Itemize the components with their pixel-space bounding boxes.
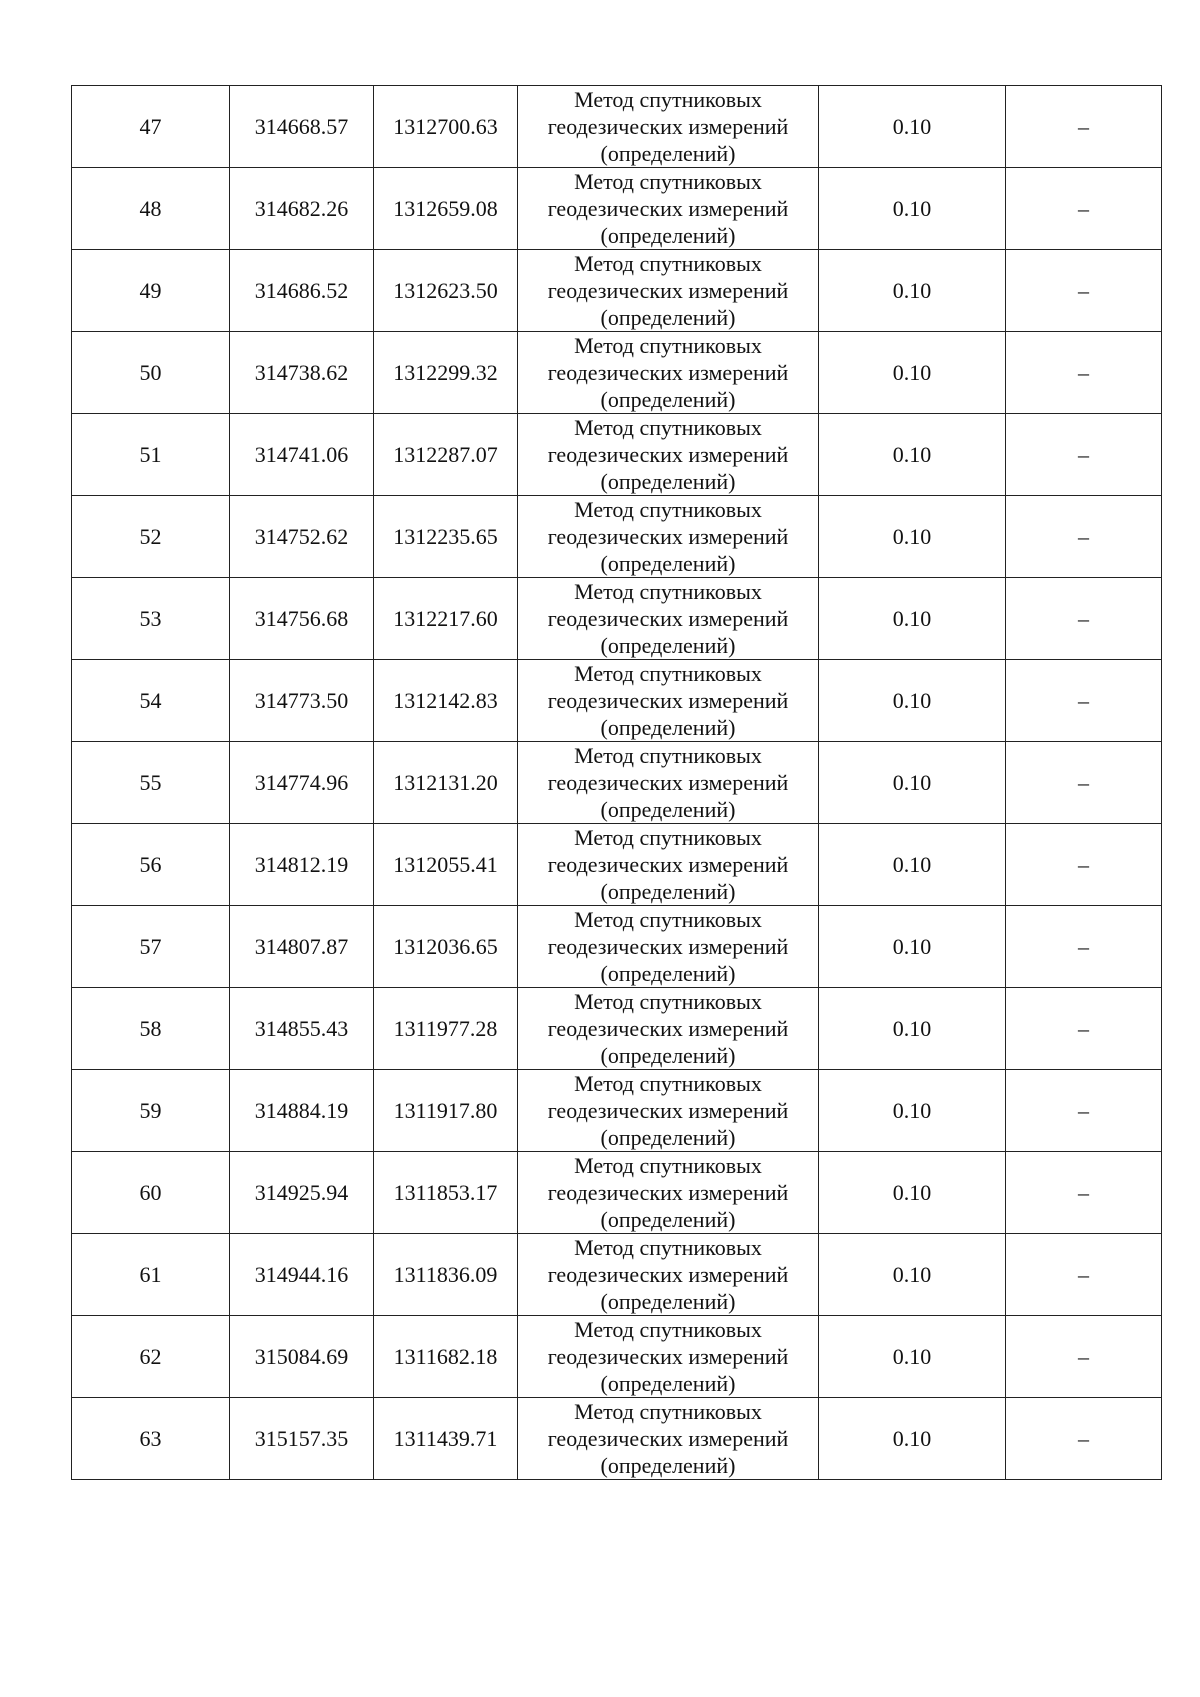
note-cell: – xyxy=(1006,332,1162,414)
x-coordinate-cell: 314812.19 xyxy=(230,824,374,906)
x-coordinate-cell: 314855.43 xyxy=(230,988,374,1070)
accuracy-cell: 0.10 xyxy=(819,496,1006,578)
note-cell: – xyxy=(1006,86,1162,168)
point-number-cell: 52 xyxy=(72,496,230,578)
table-row xyxy=(72,906,1162,988)
x-coordinate-cell: 314774.96 xyxy=(230,742,374,824)
table-row xyxy=(72,742,1162,824)
point-number-cell: 60 xyxy=(72,1152,230,1234)
accuracy-cell: 0.10 xyxy=(819,988,1006,1070)
note-cell: – xyxy=(1006,742,1162,824)
point-number-cell: 55 xyxy=(72,742,230,824)
accuracy-cell: 0.10 xyxy=(819,1398,1006,1480)
point-number-cell: 54 xyxy=(72,660,230,742)
x-coordinate-cell: 315157.35 xyxy=(230,1398,374,1480)
method-cell: Метод спутниковых геодезических измерений (определений) xyxy=(518,496,819,578)
point-number-cell: 61 xyxy=(72,1234,230,1316)
x-coordinate-cell: 314807.87 xyxy=(230,906,374,988)
method-cell: Метод спутниковых геодезических измерений (определений) xyxy=(518,86,819,168)
x-coordinate-cell: 314884.19 xyxy=(230,1070,374,1152)
y-coordinate-cell: 1312217.60 xyxy=(374,578,518,660)
x-coordinate-cell: 314738.62 xyxy=(230,332,374,414)
method-cell: Метод спутниковых геодезических измерений (определений) xyxy=(518,1070,819,1152)
method-cell: Метод спутниковых геодезических измерений (определений) xyxy=(518,332,819,414)
y-coordinate-cell: 1311917.80 xyxy=(374,1070,518,1152)
note-cell: – xyxy=(1006,1152,1162,1234)
method-cell: Метод спутниковых геодезических измерений (определений) xyxy=(518,1316,819,1398)
y-coordinate-cell: 1312131.20 xyxy=(374,742,518,824)
note-cell: – xyxy=(1006,168,1162,250)
x-coordinate-cell: 314752.62 xyxy=(230,496,374,578)
y-coordinate-cell: 1312700.63 xyxy=(374,86,518,168)
point-number-cell: 51 xyxy=(72,414,230,496)
table-row xyxy=(72,1152,1162,1234)
table-row xyxy=(72,414,1162,496)
method-cell: Метод спутниковых геодезических измерений (определений) xyxy=(518,660,819,742)
accuracy-cell: 0.10 xyxy=(819,86,1006,168)
note-cell: – xyxy=(1006,824,1162,906)
accuracy-cell: 0.10 xyxy=(819,1234,1006,1316)
y-coordinate-cell: 1312287.07 xyxy=(374,414,518,496)
x-coordinate-cell: 314741.06 xyxy=(230,414,374,496)
y-coordinate-cell: 1312659.08 xyxy=(374,168,518,250)
method-cell: Метод спутниковых геодезических измерений (определений) xyxy=(518,168,819,250)
accuracy-cell: 0.10 xyxy=(819,1316,1006,1398)
x-coordinate-cell: 314944.16 xyxy=(230,1234,374,1316)
note-cell: – xyxy=(1006,906,1162,988)
y-coordinate-cell: 1312623.50 xyxy=(374,250,518,332)
y-coordinate-cell: 1312036.65 xyxy=(374,906,518,988)
method-cell: Метод спутниковых геодезических измерений (определений) xyxy=(518,578,819,660)
point-number-cell: 49 xyxy=(72,250,230,332)
x-coordinate-cell: 314773.50 xyxy=(230,660,374,742)
note-cell: – xyxy=(1006,1398,1162,1480)
table-row xyxy=(72,1234,1162,1316)
accuracy-cell: 0.10 xyxy=(819,742,1006,824)
x-coordinate-cell: 314682.26 xyxy=(230,168,374,250)
x-coordinate-cell: 314925.94 xyxy=(230,1152,374,1234)
point-number-cell: 58 xyxy=(72,988,230,1070)
accuracy-cell: 0.10 xyxy=(819,332,1006,414)
point-number-cell: 62 xyxy=(72,1316,230,1398)
point-number-cell: 57 xyxy=(72,906,230,988)
accuracy-cell: 0.10 xyxy=(819,824,1006,906)
table-row xyxy=(72,578,1162,660)
y-coordinate-cell: 1311853.17 xyxy=(374,1152,518,1234)
y-coordinate-cell: 1312142.83 xyxy=(374,660,518,742)
table-row xyxy=(72,250,1162,332)
table-row xyxy=(72,824,1162,906)
accuracy-cell: 0.10 xyxy=(819,1070,1006,1152)
point-number-cell: 47 xyxy=(72,86,230,168)
method-cell: Метод спутниковых геодезических измерений (определений) xyxy=(518,1398,819,1480)
method-cell: Метод спутниковых геодезических измерений (определений) xyxy=(518,824,819,906)
y-coordinate-cell: 1311439.71 xyxy=(374,1398,518,1480)
point-number-cell: 59 xyxy=(72,1070,230,1152)
note-cell: – xyxy=(1006,1234,1162,1316)
x-coordinate-cell: 314756.68 xyxy=(230,578,374,660)
table-row xyxy=(72,86,1162,168)
x-coordinate-cell: 314668.57 xyxy=(230,86,374,168)
coordinates-table-body xyxy=(72,86,1162,1480)
note-cell: – xyxy=(1006,1316,1162,1398)
accuracy-cell: 0.10 xyxy=(819,1152,1006,1234)
accuracy-cell: 0.10 xyxy=(819,250,1006,332)
table-row xyxy=(72,660,1162,742)
method-cell: Метод спутниковых геодезических измерений (определений) xyxy=(518,742,819,824)
table-row xyxy=(72,1070,1162,1152)
y-coordinate-cell: 1312055.41 xyxy=(374,824,518,906)
note-cell: – xyxy=(1006,250,1162,332)
point-number-cell: 56 xyxy=(72,824,230,906)
point-number-cell: 48 xyxy=(72,168,230,250)
method-cell: Метод спутниковых геодезических измерений (определений) xyxy=(518,1152,819,1234)
table-row xyxy=(72,168,1162,250)
note-cell: – xyxy=(1006,578,1162,660)
table-row xyxy=(72,1398,1162,1480)
accuracy-cell: 0.10 xyxy=(819,578,1006,660)
y-coordinate-cell: 1311836.09 xyxy=(374,1234,518,1316)
table-row xyxy=(72,332,1162,414)
method-cell: Метод спутниковых геодезических измерений (определений) xyxy=(518,988,819,1070)
accuracy-cell: 0.10 xyxy=(819,168,1006,250)
y-coordinate-cell: 1311682.18 xyxy=(374,1316,518,1398)
method-cell: Метод спутниковых геодезических измерений (определений) xyxy=(518,1234,819,1316)
x-coordinate-cell: 314686.52 xyxy=(230,250,374,332)
method-cell: Метод спутниковых геодезических измерений (определений) xyxy=(518,906,819,988)
point-number-cell: 63 xyxy=(72,1398,230,1480)
note-cell: – xyxy=(1006,496,1162,578)
note-cell: – xyxy=(1006,988,1162,1070)
note-cell: – xyxy=(1006,660,1162,742)
x-coordinate-cell: 315084.69 xyxy=(230,1316,374,1398)
y-coordinate-cell: 1311977.28 xyxy=(374,988,518,1070)
accuracy-cell: 0.10 xyxy=(819,414,1006,496)
accuracy-cell: 0.10 xyxy=(819,906,1006,988)
point-number-cell: 50 xyxy=(72,332,230,414)
y-coordinate-cell: 1312299.32 xyxy=(374,332,518,414)
point-number-cell: 53 xyxy=(72,578,230,660)
accuracy-cell: 0.10 xyxy=(819,660,1006,742)
table-row xyxy=(72,1316,1162,1398)
method-cell: Метод спутниковых геодезических измерений (определений) xyxy=(518,250,819,332)
note-cell: – xyxy=(1006,414,1162,496)
coordinates-table xyxy=(71,85,1162,1480)
table-row xyxy=(72,496,1162,578)
y-coordinate-cell: 1312235.65 xyxy=(374,496,518,578)
table-row xyxy=(72,988,1162,1070)
note-cell: – xyxy=(1006,1070,1162,1152)
method-cell: Метод спутниковых геодезических измерений (определений) xyxy=(518,414,819,496)
